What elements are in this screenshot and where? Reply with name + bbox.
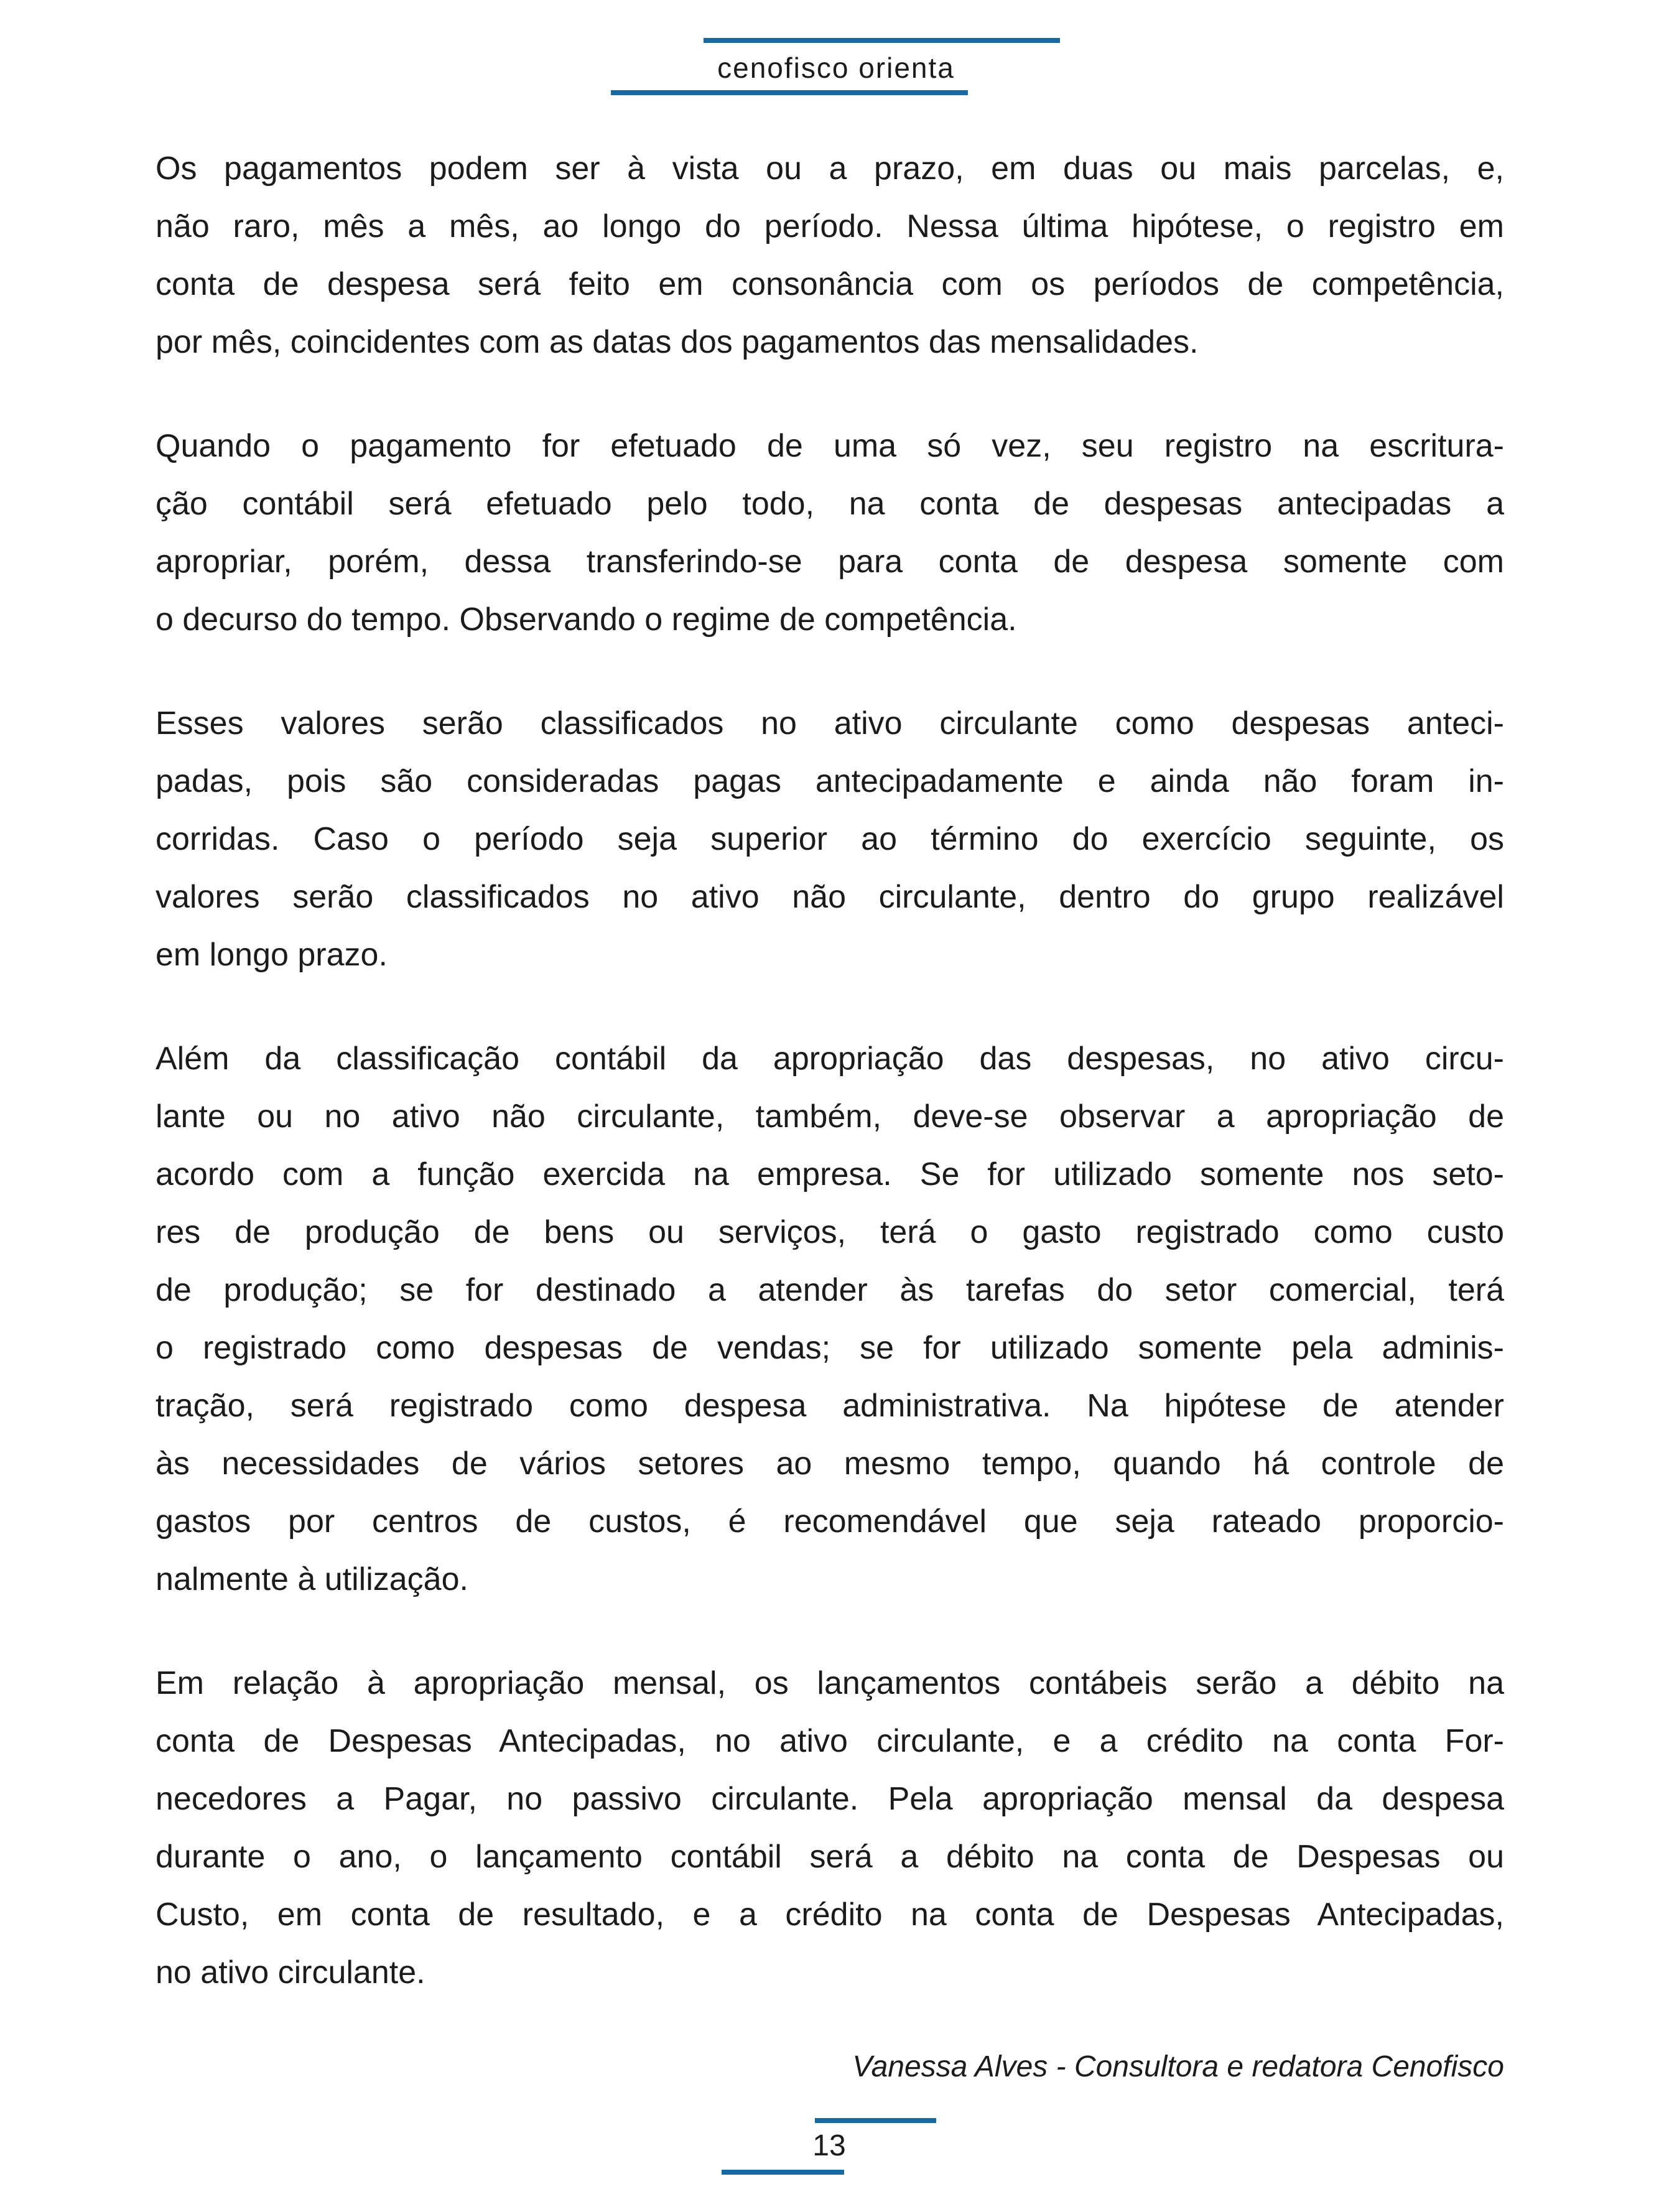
- paragraph: [156, 140, 1504, 371]
- paragraph-line: por mês, coincidentes com as datas dos pagamentos das mensalidades.: [156, 324, 1199, 360]
- paragraph-line: padas, pois são consideradas pagas antecipadamente e ainda não foram in-: [156, 763, 1504, 799]
- footer-rule-top: [815, 2118, 936, 2123]
- header-rule-top: [704, 38, 1060, 43]
- paragraph-line: Os pagamentos podem ser à vista ou a prazo, em duas ou mais parcelas, e,: [156, 151, 1504, 187]
- paragraph-line: Custo, em conta de resultado, e a crédito na conta de Despesas Antecipadas,: [156, 1897, 1504, 1933]
- paragraph-line: durante o ano, o lançamento contábil será a débito na conta de Despesas ou: [156, 1839, 1504, 1875]
- paragraph-line: o registrado como despesas de vendas; se for utilizado somente pela adminis-: [156, 1330, 1504, 1366]
- paragraph-line: o decurso do tempo. Observando o regime de competência.: [156, 602, 1017, 638]
- paragraph-line: tração, será registrado como despesa administrativa. Na hipótese de atender: [156, 1388, 1504, 1424]
- paragraph: [156, 695, 1504, 984]
- paragraph-line: conta de despesa será feito em consonância com os períodos de competência,: [156, 266, 1504, 302]
- paragraph-line: Esses valores serão classificados no ativo circulante como despesas anteci-: [156, 705, 1504, 741]
- paragraph-line: não raro, mês a mês, ao longo do período. Nessa última hipótese, o registro em: [156, 208, 1504, 244]
- page-title: cenofisco orienta: [717, 52, 955, 84]
- header-rule-bottom: [611, 90, 968, 95]
- paragraph-line: valores serão classificados no ativo não circulante, dentro do grupo realizável: [156, 879, 1504, 915]
- paragraph-line: acordo com a função exercida na empresa. Se for utilizado somente nos seto-: [156, 1156, 1504, 1192]
- author-byline: Vanessa Alves - Consultora e redatora Cenofisco: [852, 2050, 1504, 2083]
- paragraph: [156, 417, 1504, 649]
- paragraph-line: ção contábil será efetuado pelo todo, na conta de despesas antecipadas a: [156, 486, 1504, 522]
- paragraph-line: conta de Despesas Antecipadas, no ativo circulante, e a crédito na conta For-: [156, 1723, 1504, 1759]
- article-body: [156, 140, 1504, 2086]
- paragraph-line: de produção; se for destinado a atender às tarefas do setor comercial, terá: [156, 1272, 1504, 1308]
- paragraph-line: Além da classificação contábil da apropriação das despesas, no ativo circu-: [156, 1041, 1504, 1077]
- paragraph-line: Em relação à apropriação mensal, os lançamentos contábeis serão a débito na: [156, 1665, 1504, 1701]
- paragraph-line: lante ou no ativo não circulante, também, deve-se observar a apropriação de: [156, 1099, 1504, 1135]
- paragraph: [156, 1655, 1504, 2002]
- paragraph-line: necedores a Pagar, no passivo circulante. Pela apropriação mensal da despesa: [156, 1781, 1504, 1817]
- paragraph-line: no ativo circulante.: [156, 1954, 425, 1991]
- paragraph-line: corridas. Caso o período seja superior ao término do exercício seguinte, os: [156, 821, 1504, 857]
- paragraph-line: às necessidades de vários setores ao mesmo tempo, quando há controle de: [156, 1446, 1504, 1482]
- paragraph-line: apropriar, porém, dessa transferindo-se para conta de despesa somente com: [156, 544, 1504, 580]
- paragraph-line: Quando o pagamento for efetuado de uma só vez, seu registro na escritura-: [156, 428, 1504, 464]
- paragraph-line: em longo prazo.: [156, 937, 388, 973]
- paragraph-line: gastos por centros de custos, é recomendável que seja rateado proporcio-: [156, 1503, 1504, 1540]
- paragraph-line: nalmente à utilização.: [156, 1561, 468, 1597]
- page-number: 13: [812, 2129, 846, 2162]
- paragraph-line: res de produção de bens ou serviços, terá o gasto registrado como custo: [156, 1214, 1504, 1250]
- paragraph: [156, 1030, 1504, 1609]
- footer-rule-bottom: [722, 2170, 844, 2175]
